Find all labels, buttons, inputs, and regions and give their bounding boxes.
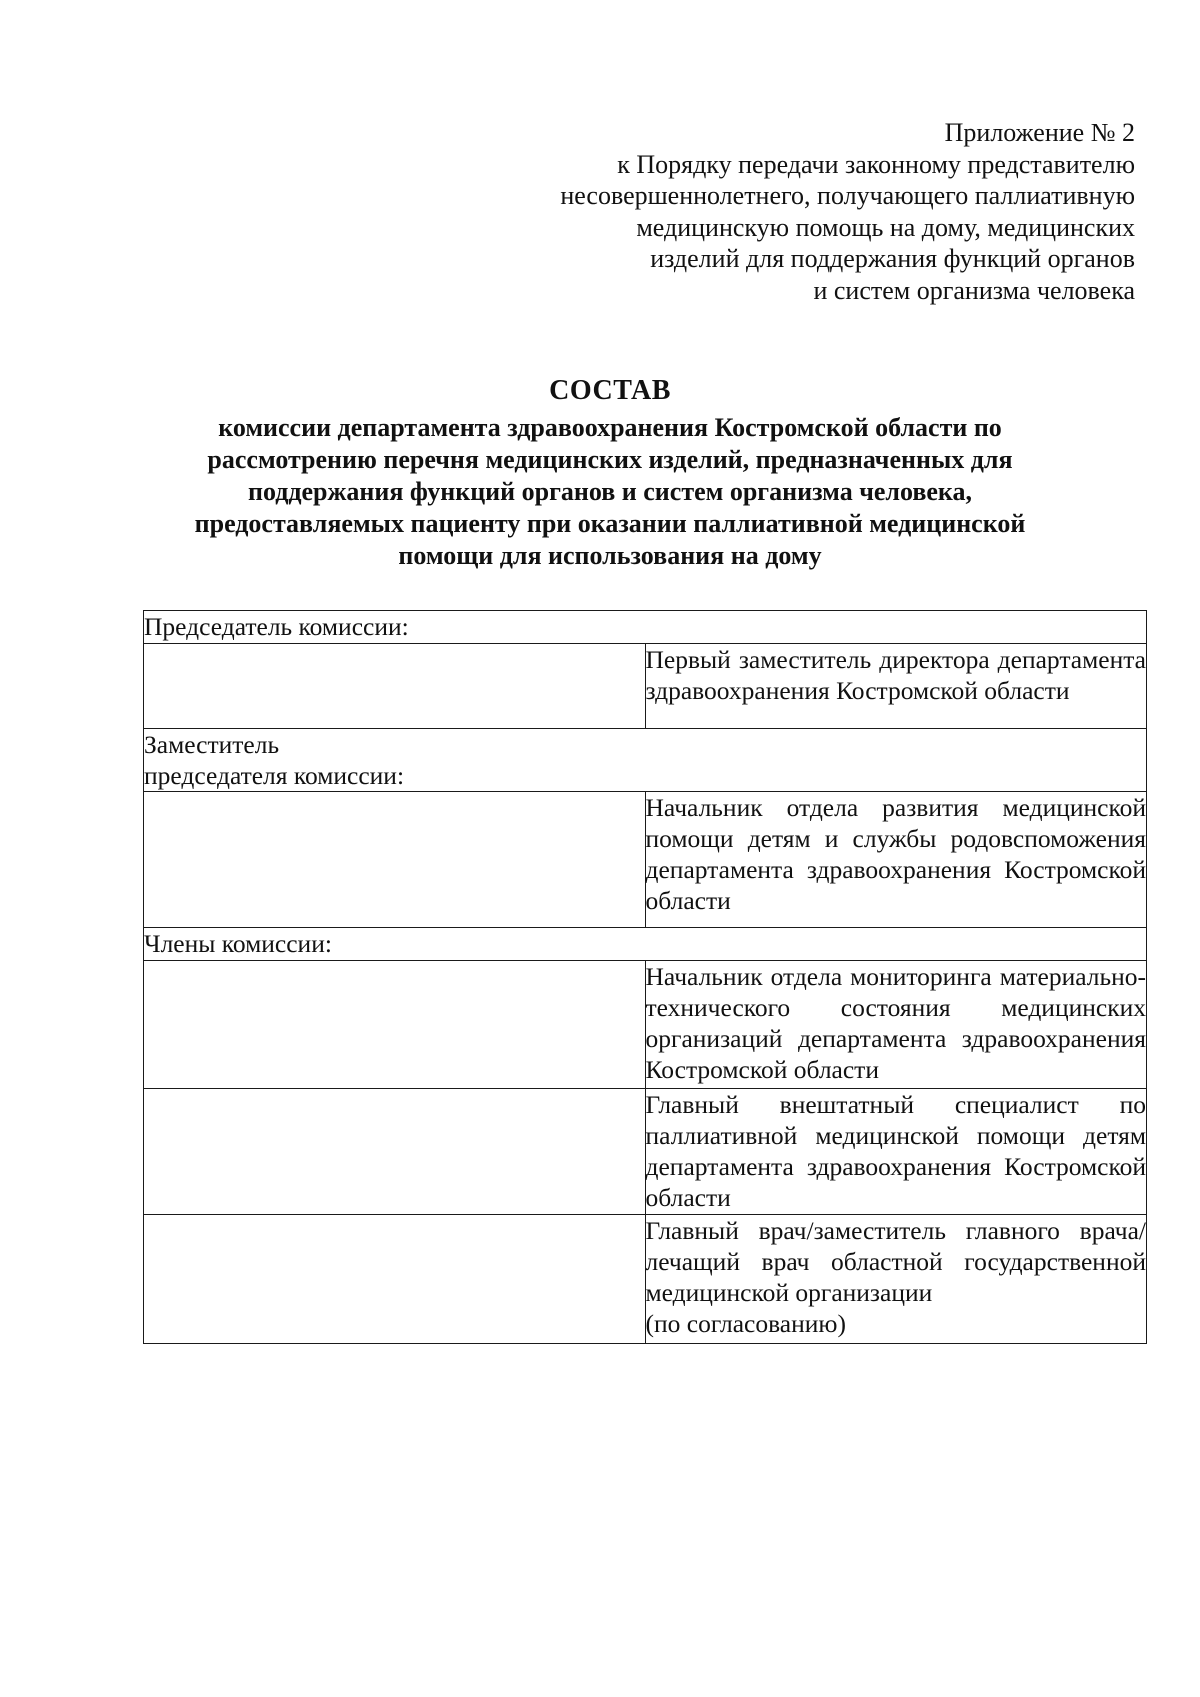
appendix-line: несовершеннолетнего, получающего паллиативную	[560, 181, 1135, 210]
table-row	[144, 961, 1147, 1089]
member-position-cell	[645, 961, 1147, 1089]
member-position: Начальник отдела мониторинга материально-технического состояния медицинских организаций департамента здравоохранения Костромской области	[645, 962, 1146, 1084]
subtitle-line: предоставляемых пациенту при оказании паллиативной медицинской	[194, 509, 1026, 538]
deputy-label: Заместитель	[144, 730, 280, 759]
table-row	[144, 729, 1147, 792]
appendix-line: медицинскую помощь на дому, медицинских	[636, 212, 1135, 242]
deputy-position: Начальник отдела развития медицинской помощи детям и службы родовспоможения департамента здравоохранения Костромской области	[645, 793, 1146, 915]
name-cell	[144, 792, 646, 928]
chair-label: Председатель комиссии:	[144, 612, 409, 641]
name-cell	[144, 1089, 646, 1215]
document-title: СОСТАВ	[549, 375, 671, 406]
chair-position-cell	[645, 644, 1147, 729]
subtitle-line: рассмотрению перечня медицинских изделий, предназначенных для	[207, 445, 1013, 474]
chair-position: Первый заместитель директора департамента здравоохранения Костромской области	[645, 645, 1146, 705]
member-position: Главный внештатный специалист по паллиативной медицинской помощи детям департамента здравоохранения Костромской области	[645, 1090, 1146, 1212]
name-cell	[144, 644, 646, 729]
appendix-line: и систем организма человека	[813, 275, 1135, 305]
member-position: Главный врач/заместитель главного врача/лечащий врач областной государственной медицинской организации	[645, 1216, 1146, 1307]
deputy-label: председателя комиссии:	[144, 761, 405, 790]
members-label: Члены комиссии:	[144, 929, 332, 958]
deputy-label-cell	[144, 729, 1147, 792]
subtitle-line: комиссии департамента здравоохранения Костромской области по	[218, 413, 1002, 442]
members-label-cell	[144, 928, 1147, 961]
appendix-line: изделий для поддержания функций органов	[650, 244, 1135, 273]
chair-label-cell	[144, 611, 1147, 644]
appendix-line: к Порядку передачи законному представителю	[617, 149, 1135, 179]
subtitle-line: помощи для использования на дому	[398, 541, 822, 570]
document-subtitle	[140, 412, 1080, 572]
deputy-position-cell	[645, 792, 1147, 928]
table-row	[144, 792, 1147, 928]
table-row	[144, 1215, 1147, 1344]
table-row	[144, 644, 1147, 729]
name-cell	[144, 961, 646, 1089]
member-position-cell	[645, 1215, 1147, 1344]
commission-composition-table	[143, 610, 1147, 1344]
member-position-cell	[645, 1089, 1147, 1215]
member-note: (по согласованию)	[645, 1309, 846, 1338]
table-row	[144, 928, 1147, 961]
appendix-number: Приложение № 2	[944, 118, 1135, 147]
appendix-reference	[435, 117, 1135, 306]
subtitle-line: поддержания функций органов и систем организма человека,	[247, 477, 972, 506]
table-row	[144, 1089, 1147, 1215]
table-row	[144, 611, 1147, 644]
name-cell	[144, 1215, 646, 1344]
document-heading	[140, 373, 1080, 572]
